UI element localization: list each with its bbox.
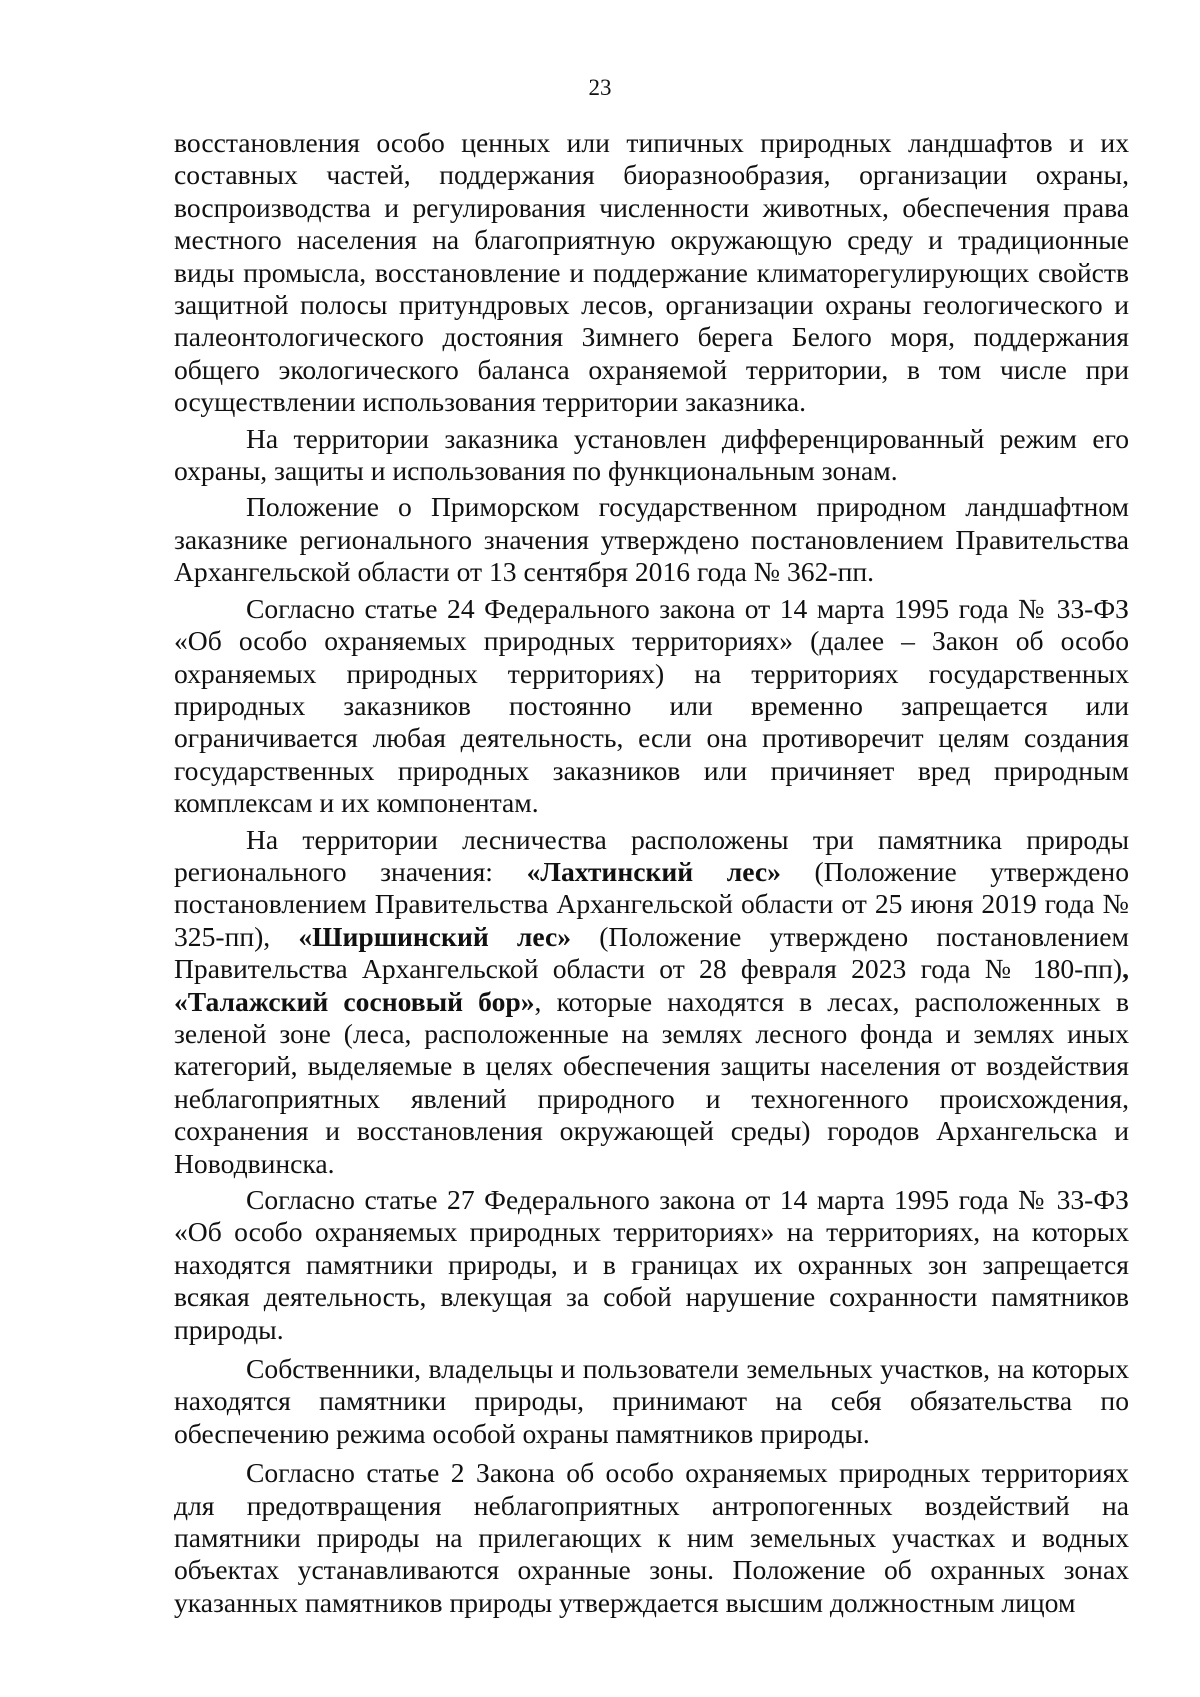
monuments-text-4: , которые находятся в лесах, расположенных в зеленой зоне (леса, расположенные на землях лесного фонда и землях иных категорий, выделяемые в целях обеспечения защиты населения от воздействия неблагоприятных явлений природного и техногенного происхождения, сохранения и восстановления окружающей среды) городов Архангельска и Новодвинска. (174, 985, 1129, 1179)
monument-name-shirshinsky: «Ширшинский лес» (298, 920, 572, 952)
paragraph-differentiated-regime: На территории заказника установлен дифференцированный режим его охраны, защиты и использования по функциональным зонам. (174, 422, 1129, 487)
document-body (174, 127, 1129, 1619)
page-number: 23 (588, 75, 612, 100)
monument-name-talazhsky: , «Талажский сосновый бор» (174, 953, 1129, 1017)
paragraph-natural-monuments (174, 824, 1129, 1180)
paragraph-article-24: Согласно статье 24 Федерального закона от 14 марта 1995 года № 33-ФЗ «Об особо охраняемых природных территориях» (далее – Закон об особо охраняемых природных территориях) на территориях государственных природных заказников постоянно или временно запрещается или ограничивается любая деятельность, если она противоречит целям создания государственных природных заказников или причиняет вред природным комплексам и их компонентам. (174, 592, 1129, 819)
paragraph-article-2-protection-zones: Согласно статье 2 Закона об особо охраняемых природных территориях для предотвращения неблагоприятных антропогенных воздействий на памятники природы на прилегающих к ним земельных участках и водных объектах устанавливаются охранные зоны. Положение об охранных зонах указанных памятников природы утверждается высшим должностным лицом (174, 1457, 1129, 1618)
paragraph-owners-obligations: Собственники, владельцы и пользователи земельных участков, на которых находятся памятники природы, принимают на себя обязательства по обеспечению режима особой охраны памятников природы. (174, 1353, 1129, 1449)
paragraph-article-27: Согласно статье 27 Федерального закона от 14 марта 1995 года № 33-ФЗ «Об особо охраняемых природных территориях» на территориях, на которых находятся памятники природы, и в границах их охранных зон запрещается всякая деятельность, влекущая за собой нарушение сохранности памятников природы. (174, 1184, 1129, 1345)
monument-name-lakhtinsky: «Лахтинский лес» (526, 855, 781, 887)
paragraph-continuation: восстановления особо ценных или типичных природных ландшафтов и их составных частей, поддержания биоразнообразия, организации охраны, воспроизводства и регулирования численности животных, обеспечения права местного населения на благоприятную окружающую среду и традиционные виды промысла, восстановление и поддержание климаторегулирующих свойств защитной полосы притундровых лесов, организации охраны геологического и палеонтологического достояния Зимнего берега Белого моря, поддержания общего экологического баланса охраняемой территории, в том числе при осуществлении использования территории заказника. (174, 127, 1129, 418)
monuments-text-2: (Положение утверждено постановлением Правительства Архангельской области от 25 июня 2019 года № 325-пп), (174, 855, 1129, 952)
monuments-text-1: На территории лесничества расположены три памятника природы регионального значения: (174, 823, 1129, 887)
paragraph-regulation-primorsky: Положение о Приморском государственном природном ландшафтном заказнике регионального значения утверждено постановлением Правительства Архангельской области от 13 сентября 2016 года № 362-пп. (174, 491, 1129, 588)
monuments-text-3: (Положение утверждено постановлением Правительства Архангельской области от 28 февраля 2023 года № 180-пп) (174, 920, 1129, 985)
